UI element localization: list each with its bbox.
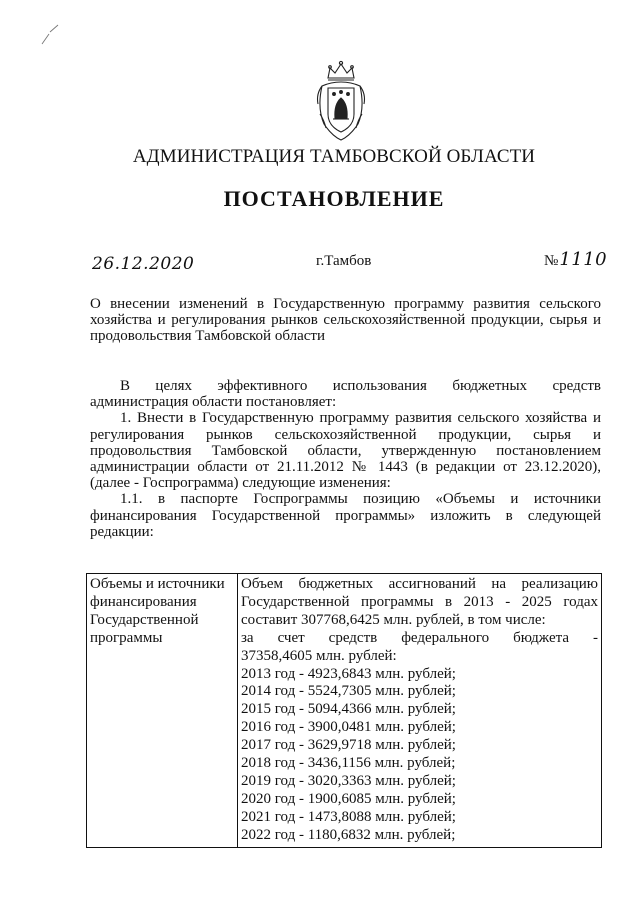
- document-city: г.Тамбов: [316, 253, 372, 269]
- item-1-1-paragraph: 1.1. в паспорте Госпрограммы позицию «Объемы и источники финансирования Государственной программы» изложить в следующей редакции:: [90, 491, 601, 540]
- table-year-line: 2015 год - 5094,4366 млн. рублей;: [241, 701, 456, 718]
- table-year-line: 2018 год - 3436,1156 млн. рублей;: [241, 755, 456, 772]
- table-year-line: 2020 год - 1900,6085 млн. рублей;: [241, 790, 456, 807]
- preamble-continuation: администрация области постановляет:: [90, 394, 337, 411]
- financing-table: [86, 573, 602, 848]
- document-number-block: [544, 249, 607, 270]
- table-year-line: 2022 год - 1180,6832 млн. рублей;: [241, 826, 456, 843]
- document-type-title: ПОСТАНОВЛЕНИЕ: [223, 186, 445, 211]
- pen-stroke-mark: [40, 22, 64, 46]
- preamble-line: В целях эффективного использования бюджетных средств: [120, 378, 601, 394]
- table-label-cell: Объемы и источники финансирования Государственной программы: [87, 574, 238, 848]
- item-1-paragraph: 1. Внести в Государственную программу развития сельского хозяйства и регулирования рынков сельскохозяйственной продукции, сырья и продовольствия Тамбовской области, утвержденную постановлением администрации области от 21.11.2012 № 1443 (в редакции от 23.12.2020), (далее - Госпрограмма) следующие изменения:: [90, 410, 601, 492]
- table-year-line: 2019 год - 3020,3363 млн. рублей;: [241, 772, 456, 789]
- organization-name: АДМИНИСТРАЦИЯ ТАМБОВСКОЙ ОБЛАСТИ: [132, 146, 536, 167]
- table-year-line: 2014 год - 5524,7305 млн. рублей;: [241, 683, 456, 700]
- table-federal-total: 37358,4605 млн. рублей:: [241, 647, 397, 664]
- table-content-cell: [238, 574, 602, 848]
- table-row: [87, 574, 602, 848]
- document-subject: О внесении изменений в Государственную программу развития сельского хозяйства и регулирования рынков сельскохозяйственной продукции, сырья и продовольствия Тамбовской области: [90, 296, 601, 344]
- table-year-line: 2016 год - 3900,0481 млн. рублей;: [241, 719, 456, 736]
- table-year-line: 2021 год - 1473,8088 млн. рублей;: [241, 808, 456, 825]
- table-intro-text: Объем бюджетных ассигнований на реализацию Государственной программы в 2013 - 2025 годах составит 307768,6425 млн. рублей, в том числе:: [241, 576, 598, 628]
- document-number: 1110: [559, 249, 608, 270]
- number-sign: №: [544, 253, 559, 269]
- table-year-line: 2013 год - 4923,6843 млн. рублей;: [241, 665, 456, 682]
- document-date: 26.12.2020: [92, 254, 195, 274]
- document-body: [90, 378, 601, 540]
- table-federal-line: за счет средств федерального бюджета -: [241, 629, 598, 646]
- coat-of-arms-emblem: [314, 58, 368, 142]
- table-year-line: 2017 год - 3629,9718 млн. рублей;: [241, 737, 456, 754]
